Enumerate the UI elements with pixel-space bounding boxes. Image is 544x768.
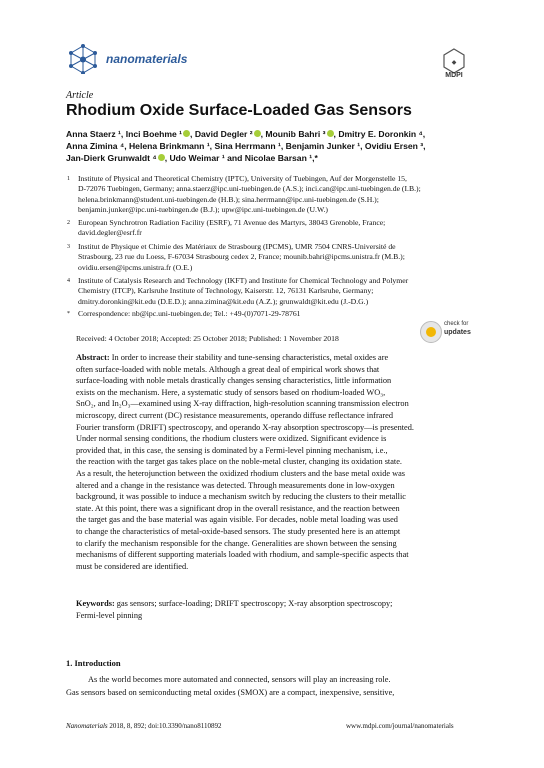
mdpi-logo-text: MDPI [445,72,463,78]
abstract-line: Under normal sensing conditions, the rhodium clusters were oxidized. Significant evidence is [76,434,387,444]
abstract-line: the reaction with the target gas takes place on the noble-metal cluster, changing its oxidation state. [76,457,402,467]
orcid-icon[interactable] [254,130,261,137]
abstract-line: altered and a change in the resistance was detected. Through measurements done in low-oxygen [76,480,395,490]
keywords-label: Keywords: [76,599,115,608]
affiliation-line: European Synchrotron Radiation Facility (ESRF), 71 Avenue des Martyrs, 38043 Grenoble, France; [78,218,386,227]
svg-text:◆: ◆ [451,60,457,66]
abstract-line: state. At this point, there was a significant drop in the overall resistance, and the reaction between [76,503,400,513]
abstract-line: surface-loading with noble metals drastically changes sensing characteristics, little information [76,376,392,386]
affiliation-number: 3 [67,244,70,250]
check-for-updates-badge[interactable] [420,319,470,345]
affiliation-line: david.degler@esrf.fr [78,228,142,238]
orcid-icon[interactable] [158,154,165,161]
author-text: , Mounib Bahri ³ [260,129,326,139]
author-text: , David Degler ² [190,129,253,139]
footer-journal: Nanomaterials [66,722,108,730]
check-badge-line2: updates [444,329,471,336]
orcid-icon[interactable] [327,130,334,137]
footer-citation [66,722,222,730]
footer-url[interactable]: www.mdpi.com/journal/nanomaterials [346,722,454,730]
affiliation-line: Institut de Physique et Chimie des Matériaux de Strasbourg (IPCMS), UMR 7504 CNRS-Université de [78,242,396,251]
author-text: , Udo Weimar ¹ and Nicolae Barsan ¹,* [164,153,318,164]
abstract-line: mechanisms of different supporting materials loaded with rhodium, and sample-specific aspects that [76,550,409,560]
affiliation-line: dmitry.doronkin@kit.edu (D.E.D.); anna.zimina@kit.edu (A.Z.); grunwaldt@kit.edu (J.-D.G.) [78,296,369,306]
author-text: Jan-Dierk Grunwaldt ⁴ [66,153,157,164]
abstract-line: often surface-loaded with noble metals. Although a great deal of empirical work shows that [76,364,380,374]
abstract-line: In order to increase their stability and tune-sensing characteristics, metal oxides are [109,353,389,362]
keywords [76,598,474,621]
keywords-line: Fermi-level pinning [76,610,143,620]
body-text [66,673,474,699]
abstract-label: Abstract: [76,353,110,362]
publication-dates: Received: 4 October 2018; Accepted: 25 October 2018; Published: 1 November 2018 [76,334,339,343]
journal-logo [66,44,100,74]
abstract-line: As a result, the heterojunction between the oxidized rhodium clusters and the base metal oxide was [76,468,406,478]
author-list [66,128,496,165]
abstract-line: SnO₂, and In₂O₃—examined using X-ray diffraction, high-resolution scanning transmission electron [76,399,409,409]
author-text: Anna Staerz ¹, Inci Boehme ¹ [66,129,183,139]
affiliation-number: 4 [67,278,70,284]
affiliation-line: Strasbourg, 23 rue du Loess, F-67034 Strasbourg cedex 2, France; mounib.bahri@ipcms.unistra.fr (M.B.); [78,252,405,262]
abstract-line: provided that, in this case, the sensing is dominated by a Fermi-level pinning mechanism, i.e., [76,445,388,455]
affiliation-4 [67,276,488,307]
affiliation-line: ovidiu.ersen@ipcms.unistra.fr (O.E.) [78,262,193,272]
section-heading: 1. Introduction [66,658,121,668]
affiliation-1 [67,174,488,215]
abstract-line: exists on the mechanism. Here, a systematic study of sensors based on rhodium-loaded WO₃, [76,387,386,397]
affiliation-number: 1 [67,176,70,182]
abstract-line: the target gas and the base material was again visible. For decades, noble metal loading was used [76,515,398,525]
abstract-line: microscopy, direct current (DC) resistance measurements, operando diffuse reflectance infrared [76,410,393,420]
affiliation-line: Institute of Physical and Theoretical Chemistry (IPTC), University of Tuebingen, Auf der Morgenstelle 15, [78,174,407,183]
abstract [76,352,474,572]
body-line: As the world becomes more automated and connected, sensors will play an increasing role. [88,675,391,684]
affiliation-number: * [67,311,70,317]
affiliation-line: Institute of Catalysis Research and Technology (IKFT) and Institute for Chemical Technology and Polymer [78,276,409,285]
affiliation-2 [67,218,488,239]
body-line: Gas sensors based on semiconducting metal oxides (SMOX) are a compact, inexpensive, sensitive, [66,688,395,697]
correspondence [67,309,488,319]
paper-title: Rhodium Oxide Surface-Loaded Gas Sensors [66,102,412,119]
orcid-icon[interactable] [183,130,190,137]
author-text: , Dmitry E. Doronkin ⁴, [333,129,426,139]
mdpi-logo [430,48,478,78]
abstract-line: to clarify the mechanism responsible for the change. Generalities are shown between the sensing [76,538,397,548]
affiliation-line: benjamin.junker@ipc.uni-tuebingen.de (B.J.); upw@ipc.uni-tuebingen.de (U.W.) [78,204,328,214]
abstract-line: to change the characteristics of metal-oxide-based sensors. The study presented here is an attempt [76,526,401,536]
keywords-line: gas sensors; surface-loading; DRIFT spectroscopy; X-ray absorption spectroscopy; [114,599,393,608]
footer-citation-rest: 2018, 8, 892; doi:10.3390/nano8110892 [107,722,222,730]
check-badge-line1: check for [444,321,469,327]
article-type: Article [66,90,94,101]
abstract-line: must be considered are identified. [76,561,189,571]
affiliation-3 [67,242,488,273]
affiliation-line: D-72076 Tuebingen, Germany; anna.staerz@ipc.uni-tuebingen.de (A.S.); inci.can@ipc.uni-tuebingen.de (I.B.); [78,184,421,194]
affiliation-line: helena.brinkmann@student.uni-tuebingen.de (H.B.); sina.herrmann@ipc.uni-tuebingen.de (S.H.); [78,194,379,204]
abstract-line: Fourier transform (DRIFT) spectroscopy, and operando X-ray absorption spectroscopy—is presented. [76,422,414,432]
correspondence-line: Correspondence: nb@ipc.uni-tuebingen.de; Tel.: +49-(0)7071-29-78761 [78,309,301,318]
affiliation-line: Chemistry (ITCP), Karlsruhe Institute of Technology, Kaiserstr. 12, 76131 Karlsruhe, Germany; [78,286,374,296]
affiliation-number: 2 [67,220,70,226]
abstract-line: background, it was possible to induce a mechanism switch by reducing the clusters to their metallic [76,492,406,502]
check-updates-icon [420,321,442,343]
author-text: Anna Zimina ⁴, Helena Brinkmann ¹, Sina Herrmann ¹, Benjamin Junker ¹, Ovidiu Ersen ³, [66,141,426,152]
journal-name: nanomaterials [106,52,188,66]
